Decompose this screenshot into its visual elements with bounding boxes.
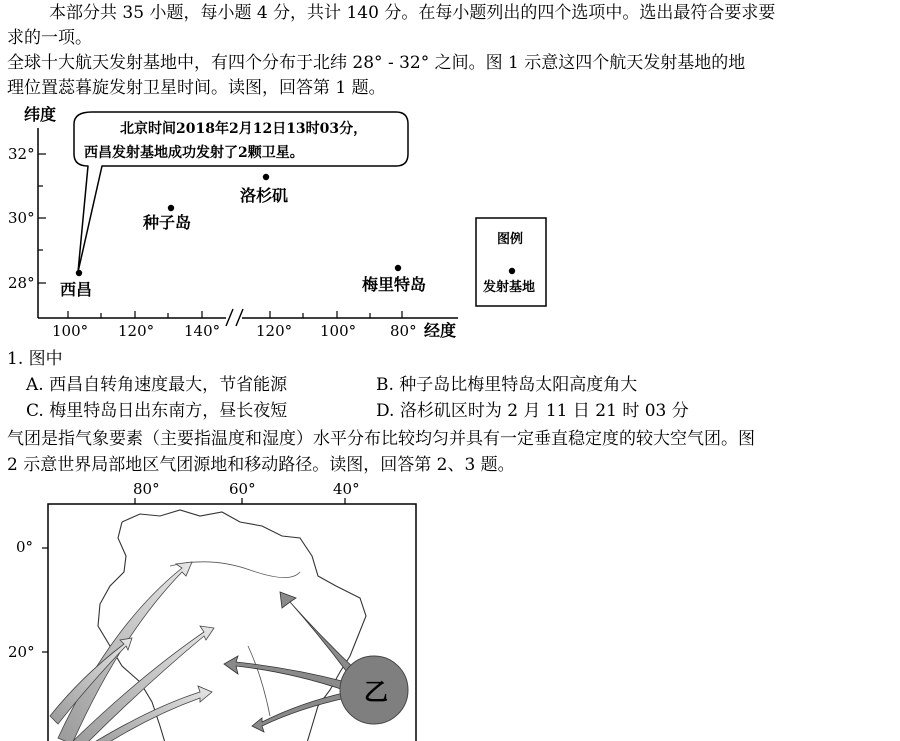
site-label-tanegashima: 种子岛 bbox=[143, 213, 192, 232]
question1-option-b[interactable]: B. 种子岛比梅里特岛太阳高度角大 bbox=[376, 375, 638, 395]
passage2-line-2: 2 示意世界局部地区气团源地和移动路径。读图，回答第 2、3 题。 bbox=[7, 455, 515, 475]
x-tick-label: 80° bbox=[390, 322, 417, 340]
intro-line-1: 本部分共 35 小题，每小题 4 分，共计 140 分。在每小题列出的四个选项中。选出最符合要求要 bbox=[49, 3, 776, 23]
passage1-line-1: 全球十大航天发射基地中，有四个分布于北纬 28° - 32° 之间。图 1 示意这四个航天发射基地的地 bbox=[7, 53, 746, 73]
map-top-tick: 80° bbox=[133, 480, 160, 498]
callout-line-1: 北京时间2018年2月12日13时03分， bbox=[120, 121, 368, 137]
intro-line-2: 求的一项。 bbox=[7, 28, 92, 48]
site-marker-tanegashima bbox=[168, 205, 174, 211]
site-marker-xichang bbox=[76, 270, 82, 276]
x-tick-label: 140° bbox=[184, 322, 221, 340]
question1-option-d[interactable]: D. 洛杉矶区时为 2 月 11 日 21 时 03 分 bbox=[376, 401, 689, 421]
map-left-tick: 0° bbox=[16, 538, 34, 556]
passage1-line-2: 理位置蕊暮旋发射卫星时间。读图，回答第 1 题。 bbox=[7, 78, 386, 98]
y-axis-title: 纬度 bbox=[24, 105, 57, 124]
y-tick-label: 32° bbox=[8, 145, 35, 163]
y-tick-label: 30° bbox=[8, 209, 35, 227]
air-mass-b-label: 乙 bbox=[364, 677, 388, 706]
passage2-line-1: 气团是指气象要素（主要指温度和湿度）水平分布比较均匀并具有一定垂直稳定度的较大空气团。图 bbox=[7, 429, 755, 449]
legend-label: 发射基地 bbox=[483, 280, 536, 295]
x-axis-title: 经度 bbox=[424, 321, 457, 340]
legend-marker bbox=[509, 268, 515, 274]
callout-line-2: 西昌发射基地成功发射了2颗卫星。 bbox=[84, 145, 304, 161]
question1-option-c[interactable]: C. 梅里特岛日出东南方，昼长夜短 bbox=[26, 401, 288, 421]
y-tick-label: 28° bbox=[8, 274, 35, 292]
figure-1-launch-sites bbox=[0, 100, 560, 345]
question1-stem: 1. 图中 bbox=[7, 349, 63, 369]
map-top-tick: 40° bbox=[333, 480, 360, 498]
x-tick-label: 120° bbox=[118, 322, 155, 340]
question1-option-a[interactable]: A. 西昌自转角速度最大，节省能源 bbox=[26, 375, 288, 395]
site-label-los-angeles: 洛杉矶 bbox=[240, 186, 289, 205]
x-tick-label: 120° bbox=[256, 322, 293, 340]
x-tick-label: 100° bbox=[320, 322, 357, 340]
map-left-tick: 20° bbox=[8, 643, 35, 661]
site-label-merritt-island: 梅里特岛 bbox=[362, 275, 427, 294]
site-marker-merritt-island bbox=[395, 265, 401, 271]
x-tick-label: 100° bbox=[52, 322, 89, 340]
site-marker-los-angeles bbox=[263, 174, 269, 180]
legend-title: 图例 bbox=[497, 232, 524, 247]
figure-2-air-mass-map bbox=[0, 476, 440, 741]
site-label-xichang: 西昌 bbox=[60, 280, 93, 299]
map-top-tick: 60° bbox=[229, 480, 256, 498]
